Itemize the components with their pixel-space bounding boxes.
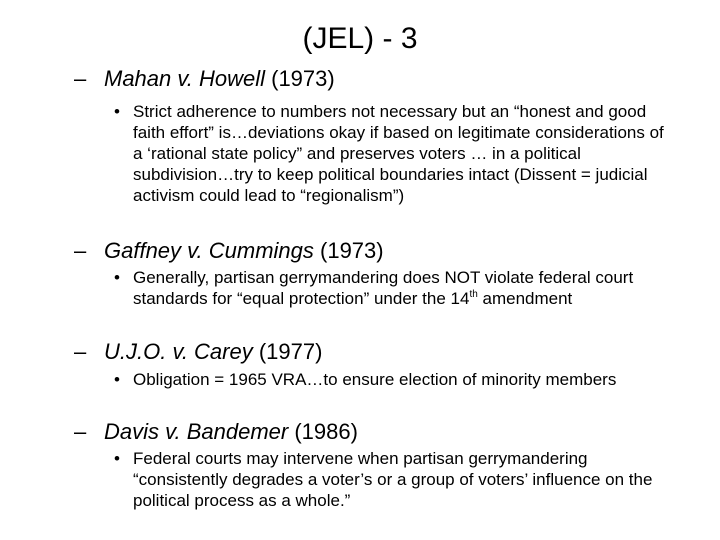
bullet-gaffney xyxy=(114,267,674,309)
bullet-dot: • xyxy=(114,102,120,121)
ordinal-suffix: th xyxy=(469,289,478,300)
case-heading-mahan xyxy=(74,66,335,92)
case-year: (1977) xyxy=(252,339,323,364)
bullet-text: Obligation = 1965 VRA…to ensure election of minority members xyxy=(133,370,617,389)
bullet-dot: • xyxy=(114,449,120,468)
dash-marker: – xyxy=(74,66,87,91)
slide-title-text: (JEL) - 3 xyxy=(302,22,418,55)
case-heading-ujo xyxy=(74,339,322,365)
case-heading-gaffney xyxy=(74,238,384,264)
bullet-davis xyxy=(114,448,674,511)
dash-marker: – xyxy=(74,419,87,444)
case-heading-davis xyxy=(74,419,358,445)
case-name: U.J.O. v. Carey xyxy=(104,339,253,364)
bullet-dot: • xyxy=(114,268,120,287)
bullet-text: Federal courts may intervene when partisan gerrymandering “consistently degrades a voter’s or a group of voters’ influence on the political process as a whole.” xyxy=(133,449,653,510)
bullet-text: Strict adherence to numbers not necessary but an “honest and good faith effort” is…deviations okay if based on legitimate considerations of a ‘rational state policy” and preserves voters … in a political subdivision…try to keep political boundaries intact (Dissent = judicial activism could lead to “regionalism”) xyxy=(133,102,664,205)
case-name: Davis v. Bandemer xyxy=(104,419,289,444)
slide-title xyxy=(0,20,720,58)
dash-marker: – xyxy=(74,339,87,364)
bullet-text-after: amendment xyxy=(477,289,573,308)
case-year: (1973) xyxy=(313,238,384,263)
case-name: Mahan v. Howell xyxy=(104,66,265,91)
dash-marker: – xyxy=(74,238,87,263)
bullet-mahan xyxy=(114,101,674,206)
bullet-text-block xyxy=(133,267,674,309)
bullet-text: Generally, partisan gerrymandering does NOT violate federal court standards for “equal protection” under the 14 xyxy=(133,268,634,308)
bullet-ujo xyxy=(114,369,674,390)
bullet-dot: • xyxy=(114,370,120,389)
case-year: (1986) xyxy=(288,419,358,444)
case-year: (1973) xyxy=(265,66,335,91)
case-name: Gaffney v. Cummings xyxy=(104,238,314,263)
